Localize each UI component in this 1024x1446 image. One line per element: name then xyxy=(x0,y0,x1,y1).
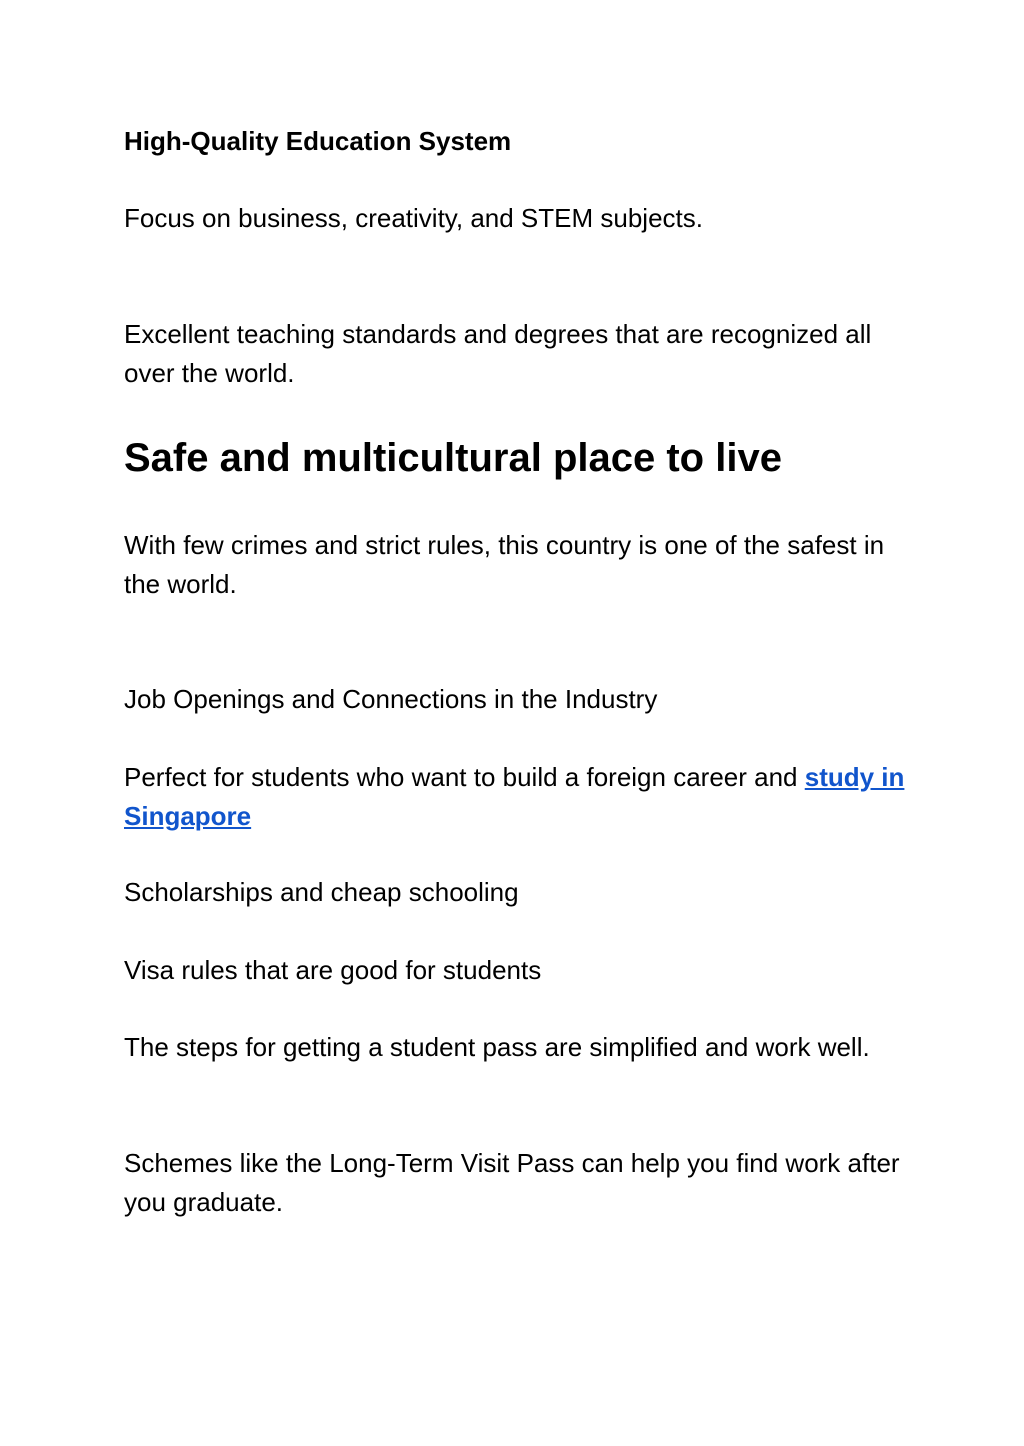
paragraph-long-term-visit-pass: Schemes like the Long-Term Visit Pass can help you find work after you graduate. xyxy=(124,1148,900,1217)
subheading-education-system: High-Quality Education System xyxy=(124,126,512,156)
paragraph-foreign-career xyxy=(124,758,914,836)
study-in-singapore-link[interactable]: study in Singapore xyxy=(124,762,905,831)
heading-safe-multicultural: Safe and multicultural place to live xyxy=(124,436,782,480)
paragraph-focus-subjects: Focus on business, creativity, and STEM subjects. xyxy=(124,203,703,233)
paragraph-teaching-standards: Excellent teaching standards and degrees that are recognized all over the world. xyxy=(124,319,872,388)
paragraph-foreign-career-text: Perfect for students who want to build a foreign career and xyxy=(124,762,798,792)
paragraph-visa-rules: Visa rules that are good for students xyxy=(124,955,542,985)
paragraph-scholarships: Scholarships and cheap schooling xyxy=(124,877,519,907)
paragraph-low-crime: With few crimes and strict rules, this country is one of the safest in the world. xyxy=(124,530,885,599)
paragraph-student-pass-steps: The steps for getting a student pass are simplified and work well. xyxy=(124,1032,870,1062)
paragraph-job-openings: Job Openings and Connections in the Industry xyxy=(124,684,658,714)
